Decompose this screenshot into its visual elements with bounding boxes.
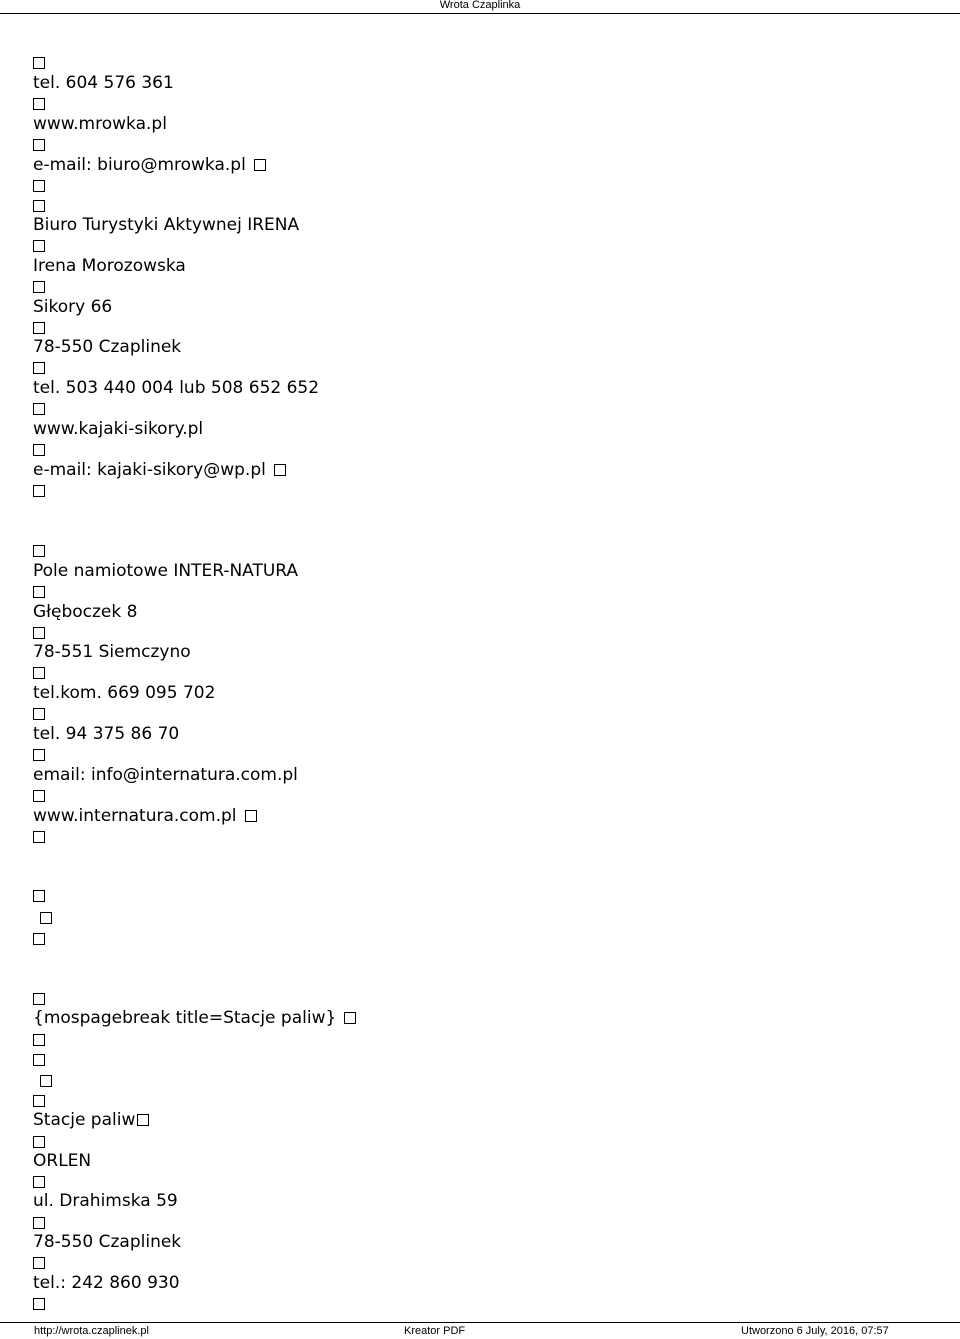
box-marker (33, 480, 45, 502)
missing-glyph-box (33, 708, 45, 720)
email-line[interactable]: email: info@internatura.com.pl (33, 765, 298, 785)
running-footer (0, 1322, 960, 1339)
box-marker (40, 907, 52, 929)
text-line: ul. Drahimska 59 (33, 1191, 178, 1211)
link-line[interactable]: www.mrowka.pl (33, 114, 167, 134)
missing-glyph-box (245, 810, 257, 822)
missing-glyph-box (33, 485, 45, 497)
box-marker (33, 357, 45, 379)
box-marker (33, 439, 45, 461)
text-line: Pole namiotowe INTER-NATURA (33, 561, 299, 581)
footer-created: Utworzono 6 July, 2016, 07:57 (741, 1325, 889, 1337)
text-line: tel.kom. 669 095 702 (33, 683, 216, 703)
text-line: 78-551 Siemczyno (33, 642, 191, 662)
box-marker (33, 52, 45, 74)
missing-glyph-box (33, 1257, 45, 1269)
missing-glyph-box (33, 98, 45, 110)
box-marker (33, 785, 45, 807)
email-line[interactable] (33, 154, 266, 176)
text-line: Głęboczek 8 (33, 602, 138, 622)
missing-glyph-box (33, 322, 45, 334)
missing-glyph-box (33, 993, 45, 1005)
box-marker (33, 1049, 45, 1071)
text-line: Irena Morozowska (33, 256, 186, 276)
box-marker (33, 540, 45, 562)
footer-generator: Kreator PDF (404, 1325, 466, 1337)
link-line[interactable]: www.kajaki-sikory.pl (33, 419, 204, 439)
text-line (33, 1007, 356, 1029)
header-title: Wrota Czaplinka (439, 0, 521, 11)
box-marker (33, 1293, 45, 1315)
missing-glyph-box (33, 1136, 45, 1148)
box-marker (33, 276, 45, 298)
box-marker (33, 175, 45, 197)
missing-glyph-box (33, 1176, 45, 1188)
missing-glyph-box (33, 790, 45, 802)
box-marker (33, 885, 45, 907)
missing-glyph-box (33, 627, 45, 639)
missing-glyph-box (33, 240, 45, 252)
email-line[interactable] (33, 459, 286, 481)
text-line: Sikory 66 (33, 297, 113, 317)
box-marker (33, 93, 45, 115)
pagebreak-text: {mospagebreak title=Stacje paliw} (33, 1008, 337, 1028)
box-marker (33, 398, 45, 420)
text-line: ORLEN (33, 1151, 92, 1171)
link-text[interactable]: www.internatura.com.pl (33, 806, 237, 826)
missing-glyph-box (33, 933, 45, 945)
box-marker (40, 1070, 52, 1092)
missing-glyph-box (33, 281, 45, 293)
missing-glyph-box (344, 1012, 356, 1024)
missing-glyph-box (33, 749, 45, 761)
link-line[interactable] (33, 805, 257, 827)
box-marker (33, 744, 45, 766)
missing-glyph-box (40, 912, 52, 924)
missing-glyph-box (33, 1298, 45, 1310)
missing-glyph-box (33, 180, 45, 192)
box-marker (33, 1029, 45, 1051)
text-line: tel.: 242 860 930 (33, 1273, 180, 1293)
section-title (33, 1109, 149, 1131)
box-marker (33, 662, 45, 684)
missing-glyph-box (33, 1095, 45, 1107)
missing-glyph-box (254, 159, 266, 171)
box-marker (33, 581, 45, 603)
missing-glyph-box (33, 1054, 45, 1066)
text-line: 78-550 Czaplinek (33, 337, 182, 357)
email-text[interactable]: e-mail: biuro@mrowka.pl (33, 155, 246, 175)
email-text[interactable]: e-mail: kajaki-sikory@wp.pl (33, 460, 266, 480)
missing-glyph-box (33, 586, 45, 598)
footer-url[interactable]: http://wrota.czaplinek.pl (34, 1325, 149, 1337)
box-marker (33, 703, 45, 725)
text-line: 78-550 Czaplinek (33, 1232, 182, 1252)
box-marker (33, 928, 45, 950)
box-marker (33, 235, 45, 257)
missing-glyph-box (33, 1034, 45, 1046)
missing-glyph-box (40, 1075, 52, 1087)
text-line: tel. 604 576 361 (33, 73, 174, 93)
missing-glyph-box (33, 831, 45, 843)
text-line: tel. 94 375 86 70 (33, 724, 180, 744)
missing-glyph-box (33, 667, 45, 679)
missing-glyph-box (33, 444, 45, 456)
box-marker (33, 134, 45, 156)
missing-glyph-box (33, 403, 45, 415)
text-line: Biuro Turystyki Aktywnej IRENA (33, 215, 300, 235)
missing-glyph-box (137, 1114, 149, 1126)
missing-glyph-box (33, 1217, 45, 1229)
missing-glyph-box (33, 200, 45, 212)
missing-glyph-box (274, 464, 286, 476)
text-line: tel. 503 440 004 lub 508 652 652 (33, 378, 320, 398)
box-marker (33, 826, 45, 848)
missing-glyph-box (33, 362, 45, 374)
box-marker (33, 1252, 45, 1274)
missing-glyph-box (33, 890, 45, 902)
missing-glyph-box (33, 57, 45, 69)
missing-glyph-box (33, 545, 45, 557)
missing-glyph-box (33, 139, 45, 151)
section-title-text: Stacje paliw (33, 1110, 136, 1130)
